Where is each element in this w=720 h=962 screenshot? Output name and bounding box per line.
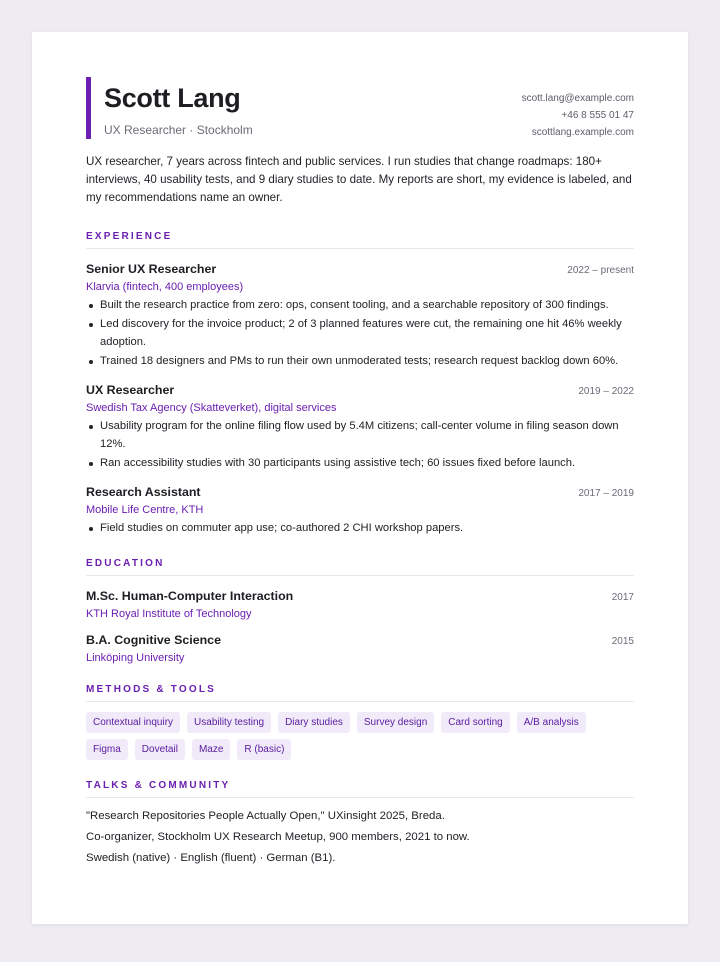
talk-item: "Research Repositories People Actually Open," UXinsight 2025, Breda. xyxy=(86,809,445,822)
contact-website[interactable]: scottlang.example.com xyxy=(531,127,634,138)
school: Linköping University xyxy=(86,651,185,664)
education-entry xyxy=(86,633,634,664)
skill-tag: Card sorting xyxy=(441,712,509,733)
skill-tag: A/B analysis xyxy=(517,712,586,733)
job-org: Swedish Tax Agency (Skatteverket), digital services xyxy=(86,402,337,414)
skill-tag: Dovetail xyxy=(135,739,185,760)
job-bullet: Ran accessibility studies with 30 participants using assistive tech; 60 issues fixed before launch. xyxy=(86,455,634,473)
job-entry xyxy=(86,485,634,538)
job-role: Senior UX Researcher xyxy=(86,262,217,276)
summary: UX researcher, 7 years across fintech and public services. I run studies that change roadmaps: 180+ interviews, 40 usability tests, and 9 diary studies to date. My reports are short, my evidence is labeled, and my recommendations name an owner. xyxy=(86,155,632,204)
contact-email[interactable]: scott.lang@example.com xyxy=(521,93,634,104)
skill-tag: Figma xyxy=(86,739,128,760)
talks-list xyxy=(86,809,634,865)
resume-page xyxy=(32,32,688,924)
skill-tag: Contextual inquiry xyxy=(86,712,180,733)
section-title-methods: METHODS & TOOLS xyxy=(86,684,634,702)
job-bullet: Trained 18 designers and PMs to run their own unmoderated tests; research request backlog down 60%. xyxy=(86,353,634,371)
candidate-subtitle: UX Researcher · Stockholm xyxy=(104,123,253,137)
job-dates: 2017 – 2019 xyxy=(578,488,634,499)
job-org: Mobile Life Centre, KTH xyxy=(86,504,204,516)
job-bullet: Field studies on commuter app use; co-authored 2 CHI workshop papers. xyxy=(86,520,634,538)
skill-tag: Survey design xyxy=(357,712,434,733)
degree: B.A. Cognitive Science xyxy=(86,632,221,647)
contact-phone: +46 8 555 01 47 xyxy=(561,110,634,121)
skill-tag: Diary studies xyxy=(278,712,350,733)
resume-content xyxy=(86,77,634,865)
accent-bar xyxy=(86,77,91,139)
skill-tag: R (basic) xyxy=(237,739,291,760)
methods-section xyxy=(86,684,634,760)
job-bullet: Usability program for the online filing flow used by 5.4M citizens; call-center volume in filing season down 12%. xyxy=(86,418,634,453)
job-entry xyxy=(86,383,634,472)
job-org: Klarvia (fintech, 400 employees) xyxy=(86,281,244,293)
talks-section xyxy=(86,780,634,865)
job-dates: 2019 – 2022 xyxy=(578,386,634,397)
job-entry xyxy=(86,262,634,370)
job-bullets xyxy=(86,297,634,370)
section-title-education: EDUCATION xyxy=(86,558,634,576)
experience-section xyxy=(86,231,634,538)
skill-tag: Usability testing xyxy=(187,712,271,733)
community-item: Co-organizer, Stockholm UX Research Meetup, 900 members, 2021 to now. xyxy=(86,830,470,843)
education-year: 2017 xyxy=(611,591,634,603)
contact-block xyxy=(522,90,634,141)
job-bullet: Built the research practice from zero: ops, consent tooling, and a searchable repository of 300 findings. xyxy=(86,297,634,315)
job-bullet: Led discovery for the invoice product; 2 of 3 planned features were cut, the remaining one hit 46% weekly adoption. xyxy=(86,316,634,351)
degree: M.Sc. Human-Computer Interaction xyxy=(86,588,294,603)
education-entry xyxy=(86,589,634,620)
candidate-name: Scott Lang xyxy=(104,83,241,113)
education-section xyxy=(86,558,634,664)
tag-list xyxy=(86,712,606,760)
job-bullets xyxy=(86,520,634,538)
languages-item: Swedish (native) · English (fluent) · German (B1). xyxy=(86,851,336,864)
education-year: 2015 xyxy=(611,635,634,647)
job-role: Research Assistant xyxy=(86,485,201,499)
job-role: UX Researcher xyxy=(86,383,175,397)
skill-tag: Maze xyxy=(192,739,230,760)
school: KTH Royal Institute of Technology xyxy=(86,607,252,620)
section-title-experience: EXPERIENCE xyxy=(86,231,634,249)
section-title-talks: TALKS & COMMUNITY xyxy=(86,780,634,798)
job-dates: 2022 – present xyxy=(567,265,634,276)
resume-header xyxy=(86,77,634,139)
job-bullets xyxy=(86,418,634,472)
